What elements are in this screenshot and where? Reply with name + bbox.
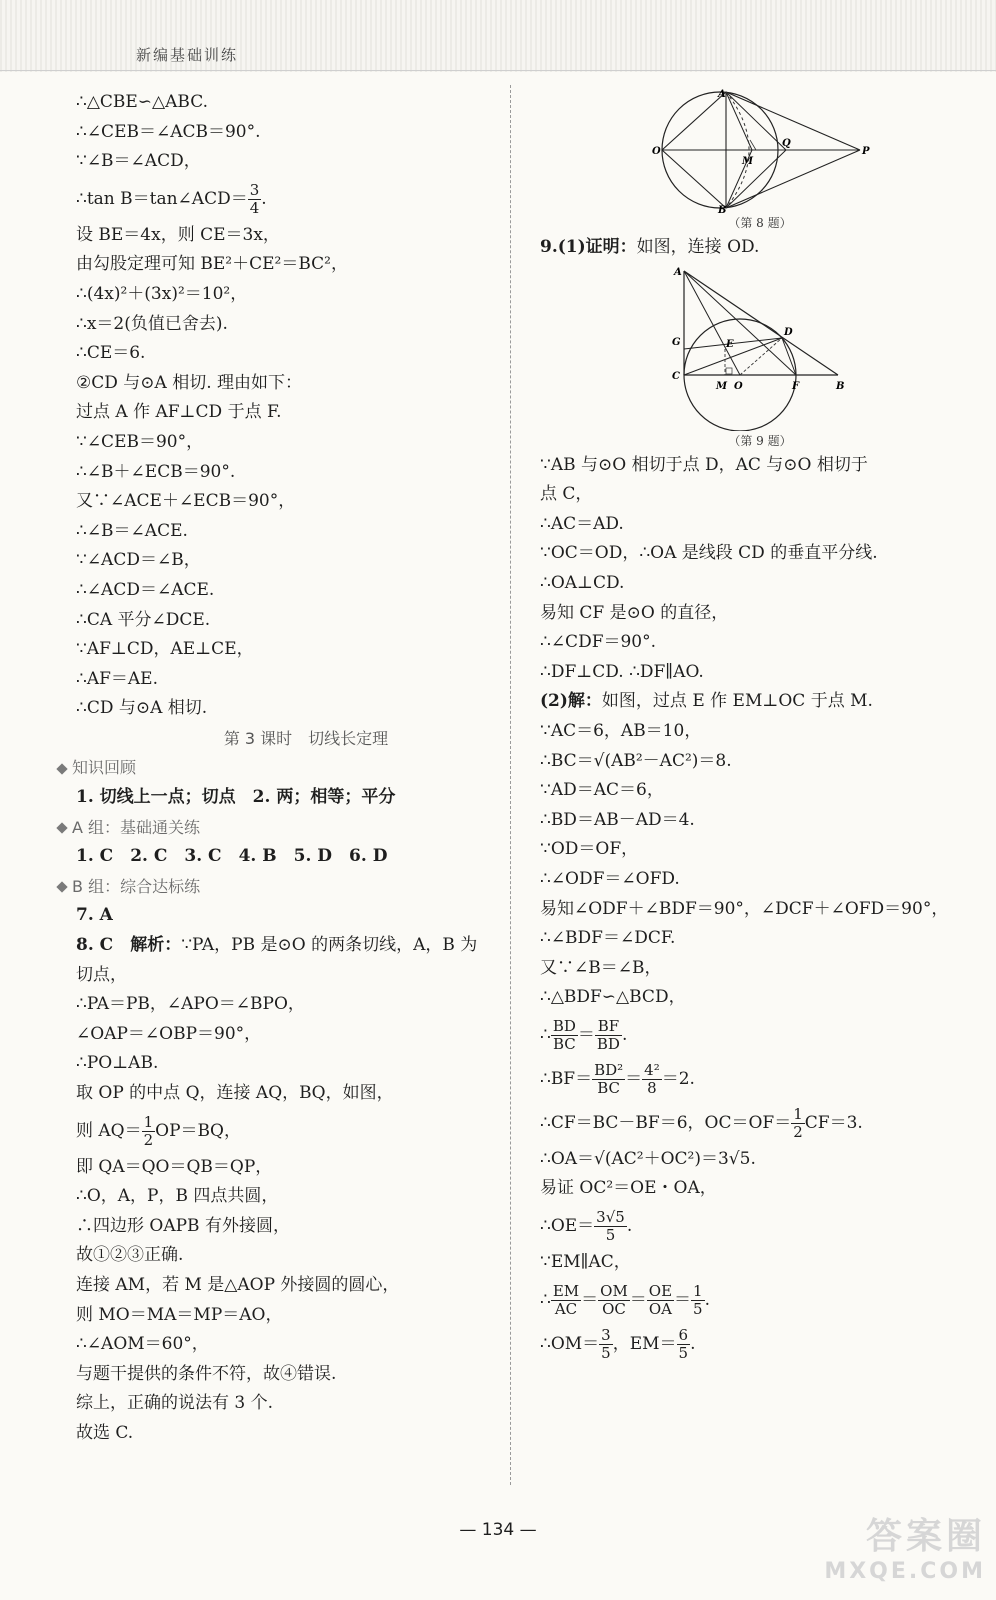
figure-caption: （第 9 题） — [728, 433, 792, 448]
figure-8-diagram — [650, 88, 870, 213]
text-line-fraction — [540, 1101, 980, 1145]
text-line: 又∵∠B＝∠B， — [540, 957, 662, 978]
section-tag — [58, 813, 496, 843]
numerator: OE — [648, 1281, 673, 1300]
point-label: A — [674, 266, 682, 278]
watermark-logo — [806, 1508, 986, 1594]
fraction — [142, 1114, 156, 1149]
text-line: ∵EM∥AC， — [540, 1252, 631, 1273]
question-head: 8. C 解析： — [76, 935, 182, 956]
fraction — [248, 182, 262, 217]
fraction — [691, 1283, 705, 1318]
running-head: 新编基础训练 — [136, 46, 239, 64]
fraction — [642, 1062, 662, 1097]
text: ∴CF＝BC－BF＝6，OC＝OF＝ — [540, 1112, 792, 1133]
text-line: 与题干提供的条件不符，故④错误. — [76, 1363, 337, 1384]
text-line: ∵AB 与⊙O 相切于点 D，AC 与⊙O 相切于 — [540, 454, 868, 475]
numerator: 1 — [693, 1281, 703, 1300]
text-line: ∴∠B＝∠ACE. — [76, 520, 188, 541]
point-label: M — [716, 380, 728, 392]
text-line: 过点 A 作 AF⊥CD 于点 F. — [76, 402, 282, 423]
denominator: OA — [648, 1299, 672, 1318]
text-line: ∴△BDF∽△BCD， — [540, 987, 686, 1008]
fraction — [677, 1327, 691, 1362]
text-line: 又∵∠ACE＋∠ECB＝90°， — [76, 491, 296, 512]
text: ∴BF＝ — [540, 1068, 593, 1089]
text: 如图，连接 OD. — [636, 237, 760, 257]
text: 如图，过点 E 作 EM⊥OC 于点 M. — [601, 691, 873, 712]
numerator: BD² — [594, 1060, 624, 1079]
page-number: — 134 — — [459, 1520, 537, 1540]
fraction — [551, 1283, 581, 1318]
point-label: P — [862, 146, 870, 157]
right-column — [540, 88, 980, 1366]
text: ∴OM＝ — [540, 1333, 600, 1354]
text: 则 AQ＝ — [76, 1120, 142, 1141]
denominator: 5 — [693, 1299, 703, 1318]
question-head: (2)解： — [540, 691, 602, 712]
text-line: ∴∠BDF＝∠DCF. — [540, 928, 676, 949]
text-line: 综上，正确的说法有 3 个. — [76, 1393, 274, 1414]
denominator: BD — [596, 1034, 620, 1053]
text-line: 即 QA＝QO＝QB＝QP， — [76, 1156, 273, 1177]
numerator: BF — [595, 1018, 622, 1036]
point-label: G — [672, 336, 681, 348]
denominator: OC — [602, 1299, 626, 1318]
numerator: 1 — [793, 1104, 803, 1123]
text-line: ∴BC＝√(AB²－AC²)＝8. — [540, 750, 732, 771]
text-line: ∵∠ACD＝∠B， — [76, 550, 201, 571]
point-label: C — [672, 370, 680, 382]
diamond-icon — [56, 882, 67, 893]
text: CF＝3. — [804, 1112, 863, 1133]
text-line: ∴∠ACD＝∠ACE. — [76, 579, 215, 600]
numerator: 6 — [678, 1325, 689, 1344]
text-line: 故①②③正确. — [76, 1245, 184, 1266]
text-line: ∴∠CEB＝∠ACB＝90°. — [76, 121, 261, 142]
numerator: 3√5 — [596, 1208, 625, 1227]
text-line: ∴OA＝√(AC²＋OC²)＝3√5. — [540, 1148, 756, 1169]
answer-line: 1. C 2. C 3. C 4. B 5. D 6. D — [76, 846, 388, 867]
text-line: 由勾股定理可知 BE²＋CE²＝BC²， — [76, 254, 348, 275]
diamond-icon — [56, 822, 67, 833]
numerator: 4² — [644, 1060, 660, 1079]
denominator: AC — [554, 1299, 578, 1318]
section-tag — [58, 872, 496, 902]
text: ∴OE＝ — [540, 1216, 595, 1237]
text-line-fraction — [540, 1057, 980, 1101]
text-line: ∵OD＝OF， — [540, 839, 639, 860]
text-line — [540, 233, 980, 263]
text-line: 连接 AM，若 M 是△AOP 外接圆的圆心， — [76, 1274, 400, 1295]
denominator: 2 — [143, 1130, 154, 1149]
text-line: ∴x＝2(负值已舍去). — [76, 313, 228, 334]
fraction — [599, 1327, 613, 1362]
diamond-icon — [56, 763, 67, 774]
section-tag — [58, 753, 496, 783]
text-line: ∴CE＝6. — [76, 343, 146, 364]
text-line: ∴AC＝AD. — [540, 513, 624, 534]
text-line: ∴∠CDF＝90°. — [540, 632, 657, 653]
point-label: B — [718, 205, 727, 213]
point-label: O — [652, 146, 661, 157]
answer-line: 7. A — [76, 905, 113, 926]
fraction — [791, 1106, 805, 1141]
text-line: 易证 OC²＝OE・OA， — [540, 1178, 717, 1199]
text-line: 设 BE＝4x，则 CE＝3x， — [76, 224, 280, 245]
numerator: 1 — [143, 1112, 154, 1131]
text-line: ∴BD＝AB－AD＝4. — [540, 809, 695, 830]
text-line: ∴CA 平分∠DCE. — [76, 609, 211, 630]
text-line: ∴O，A，P，B 四点共圆， — [76, 1186, 279, 1207]
denominator: 5 — [601, 1343, 611, 1362]
text-line: ∴CD 与⊙A 相切. — [76, 698, 208, 719]
text: ∴ — [540, 1024, 551, 1045]
denominator: BC — [552, 1034, 576, 1053]
watermark-text: 答案圈 — [865, 1516, 986, 1557]
text-line-fraction: ∴tan B＝tan∠ACD＝ $\frac{3}{4}$ . — [76, 180, 267, 217]
point-label: F — [792, 380, 800, 392]
text: ，EM＝ — [612, 1333, 677, 1354]
point-label: D — [784, 326, 793, 338]
text-line: ∵OC＝OD，∴OA 是线段 CD 的垂直平分线. — [540, 543, 878, 564]
text-line: ∴∠B＋∠ECB＝90°. — [76, 461, 236, 482]
text-line-fraction — [76, 1109, 496, 1153]
text-line: ∴OA⊥CD. — [540, 572, 625, 593]
text-line: 易知 CF 是⊙O 的直径， — [540, 602, 729, 623]
denominator: 2 — [793, 1122, 803, 1141]
text-line — [540, 687, 980, 717]
text-line: ∵AF⊥CD，AE⊥CE， — [76, 639, 254, 660]
question-head: 9.(1)证明： — [540, 237, 637, 257]
text-line-fraction: ∴ $\frac{EM}{AC}$ ＝ $\frac{OM}{OC}$ ＝ $\frac{OE}{OA}$ ＝ $\frac{1}{5}$ . — [540, 1281, 710, 1318]
point-label: M — [742, 156, 754, 167]
denominator: 4 — [249, 198, 260, 217]
denominator: 8 — [647, 1078, 657, 1097]
text-line: ∵∠CEB＝90°， — [76, 431, 204, 452]
text-line: 切点， — [76, 964, 127, 985]
text-line: ∴AF＝AE. — [76, 668, 158, 689]
numerator: BD — [552, 1016, 576, 1035]
text-line: ∴△CBE∽△ABC. — [76, 92, 209, 112]
numerator: 3 — [249, 180, 260, 199]
text-line: 取 OP 的中点 Q，连接 AQ，BQ，如图， — [76, 1083, 394, 1103]
figure-9-diagram — [670, 263, 850, 431]
fraction — [647, 1283, 674, 1318]
text: . — [626, 1216, 633, 1237]
text-line: ∴DF⊥CD. ∴DF∥AO. — [540, 661, 704, 682]
point-label: O — [734, 380, 743, 392]
text-line: 点 C， — [540, 484, 593, 505]
point-label: A — [718, 89, 726, 100]
text-line: ∴∠AOM＝60°， — [76, 1334, 209, 1355]
text: . — [704, 1289, 710, 1310]
answer-line: 1. 切线上一点；切点 2. 两；相等；平分 — [76, 787, 396, 808]
numerator: 3 — [601, 1325, 611, 1344]
tag-label: 知识回顾 — [72, 758, 137, 778]
text: OP＝BQ， — [155, 1120, 241, 1141]
fraction — [594, 1209, 627, 1244]
text: ＝2. — [661, 1068, 695, 1089]
fraction — [551, 1018, 578, 1053]
text-line: 故选 C. — [76, 1422, 134, 1443]
text: . — [621, 1024, 628, 1045]
text-line-fraction — [540, 1322, 980, 1366]
fraction — [592, 1062, 625, 1097]
text-line: 易知∠ODF＋∠BDF＝90°，∠DCF＋∠OFD＝90°， — [540, 898, 949, 919]
text-line: 则 MO＝MA＝MP＝AO， — [76, 1304, 283, 1325]
denominator: 5 — [678, 1343, 689, 1362]
text: ∴tan B＝tan∠ACD＝ — [76, 188, 248, 209]
text-line: ∴PA＝PB，∠APO＝∠BPO， — [76, 994, 305, 1015]
text-line: ∵AC＝6，AB＝10， — [540, 720, 702, 741]
text-line: ②CD 与⊙A 相切. 理由如下： — [76, 372, 303, 393]
text-line: ∴PO⊥AB. — [76, 1053, 159, 1074]
left-column — [72, 88, 496, 1449]
fraction — [595, 1018, 622, 1053]
text-line: ∵AD＝AC＝6， — [540, 780, 664, 801]
text-line: ∴∠ODF＝∠OFD. — [540, 868, 680, 889]
fraction — [598, 1283, 630, 1318]
denominator: BC — [597, 1078, 621, 1097]
text: ＝ — [625, 1068, 643, 1089]
text: ∴ — [540, 1289, 551, 1310]
text-line: ∠OAP＝∠OBP＝90°， — [76, 1023, 262, 1044]
figure-caption: （第 8 题） — [728, 216, 792, 230]
text-line-fraction — [540, 1204, 980, 1248]
tag-label: B 组：综合达标练 — [72, 876, 201, 896]
text-line — [76, 931, 496, 961]
point-label: B — [836, 380, 845, 392]
text: ∵PA，PB 是⊙O 的两条切线，A，B 为 — [181, 935, 478, 956]
text-line: ∴四边形 OAPB 有外接圆， — [76, 1215, 290, 1236]
section-title: 第 3 课时 切线长定理 — [223, 728, 389, 748]
point-label: E — [726, 338, 734, 350]
numerator: EM — [552, 1281, 580, 1300]
text-line: ∴(4x)²＋(3x)²＝10²， — [76, 283, 248, 304]
text-line-fraction: ∴ $\frac{BD}{BC}$ ＝ $\frac{BF}{BD}$ . — [540, 1016, 628, 1053]
text-line: ∵∠B＝∠ACD， — [76, 151, 201, 172]
tag-label: A 组：基础通关练 — [72, 817, 201, 837]
denominator: 5 — [605, 1226, 616, 1245]
header-rule — [0, 70, 996, 71]
watermark-text: MXQE.COM — [824, 1559, 986, 1584]
numerator: OM — [600, 1281, 628, 1300]
text: . — [690, 1333, 696, 1354]
column-divider — [510, 85, 511, 1485]
point-label: Q — [782, 138, 791, 149]
